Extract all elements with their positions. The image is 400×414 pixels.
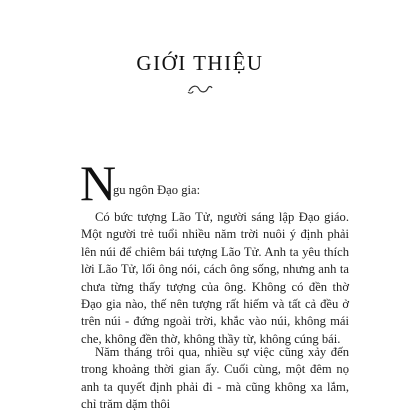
paragraph-3: Năm tháng trôi qua, nhiều sự việc cũng xảy đến trong khoảng thời gian ấy. Cuối cùng, một đêm nọ anh ta quyết định phải đi - mà cũng không xa lắm, chỉ trăm dặm thôi (81, 345, 349, 412)
flourish-ornament-icon (186, 82, 214, 96)
paragraph-2: Có bức tượng Lão Tử, người sáng lập Đạo giáo. Một người trẻ tuổi nhiều năm trời nuôi ý định phải lên núi để chiêm bái tượng Lão Tử. Anh ta yêu thích lời Lão Tử, lối ông nói, cách ông sống, nhưng anh ta chưa từng thấy tượng của ông. Không có đền thờ Đạo gia nào, thế nên tượng rất hiếm và tất cả đều ở trên núi - đứng ngoài trời, khắc vào núi, không mái che, không đền thờ, không thầy từ, không cúng bái. (81, 210, 349, 346)
opening-line: gu ngôn Đạo gia: (113, 183, 201, 197)
drop-cap: N (80, 155, 117, 211)
chapter-title: GIỚI THIỆU (136, 51, 264, 75)
